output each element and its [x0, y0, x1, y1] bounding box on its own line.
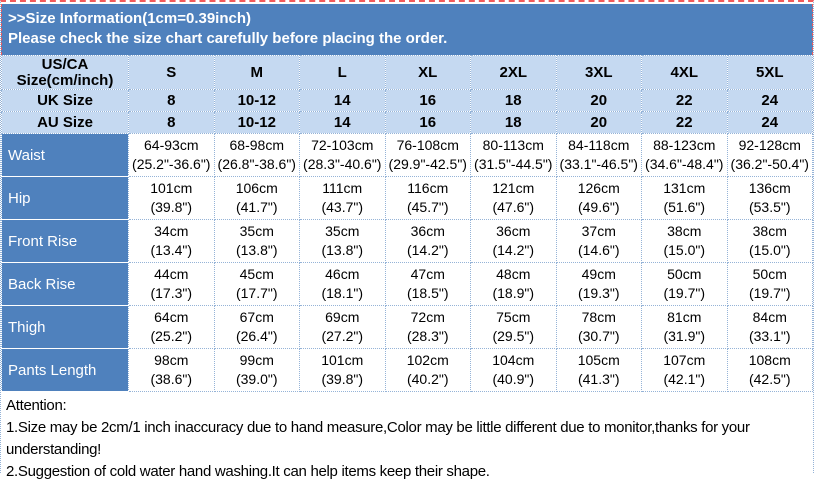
- back-rise-row: [2, 263, 813, 306]
- cell-inch-value: (41.3"): [577, 371, 620, 387]
- cell-cm-value: 136cm: [748, 180, 791, 196]
- table-cell: [556, 263, 642, 306]
- hip-label: Hip: [2, 177, 129, 220]
- cell-inch-value: (31.5"-44.5"): [474, 156, 553, 172]
- cell-cm-value: 36cm: [410, 223, 445, 239]
- table-cell: [471, 349, 557, 392]
- cell-inch-value: (45.7"): [406, 199, 449, 215]
- size-column-header-2xl: 2XL: [471, 56, 557, 90]
- cell-inch-value: (15.0"): [748, 242, 791, 258]
- cell-cm-value: 101cm: [321, 352, 364, 368]
- table-cell: [727, 306, 813, 349]
- table-cell: [129, 349, 215, 392]
- size-table: [1, 55, 813, 392]
- table-cell: [385, 306, 471, 349]
- table-cell: [129, 306, 215, 349]
- size-column-header-m: M: [214, 56, 300, 90]
- table-cell: [471, 306, 557, 349]
- cell-cm-value: 101cm: [150, 180, 193, 196]
- cell-cm-value: 99cm: [239, 352, 274, 368]
- cell-cm-value: 47cm: [410, 266, 445, 282]
- cell-inch-value: (17.3"): [150, 285, 193, 301]
- cell-cm-value: 64-93cm: [144, 137, 199, 153]
- cell-cm-value: 102cm: [406, 352, 449, 368]
- table-cell: [471, 177, 557, 220]
- cell-cm-value: 106cm: [235, 180, 278, 196]
- cell-cm-value: 84cm: [752, 309, 787, 325]
- cell-inch-value: (18.9"): [492, 285, 535, 301]
- attention-note-1: 1.Size may be 2cm/1 inch inaccuracy due to hand measure,Color may be little different due to monitor,thanks for your understanding!: [6, 419, 750, 458]
- attention-note-2: 2.Suggestion of cold water hand washing.It can help items keep their shape.: [6, 463, 490, 480]
- cell-cm-value: 111cm: [322, 180, 363, 196]
- cell-cm-value: 105cm: [577, 352, 620, 368]
- table-cell: [385, 263, 471, 306]
- cell-inch-value: (28.3"): [406, 328, 449, 344]
- back-rise-label: Back Rise: [2, 263, 129, 306]
- size-column-header-3xl: 3XL: [556, 56, 642, 90]
- table-cell: [385, 134, 471, 177]
- cell-inch-value: (40.2"): [406, 371, 449, 387]
- cell-cm-value: 98cm: [154, 352, 189, 368]
- cell-cm-value: 80-113cm: [482, 137, 544, 153]
- waist-label: Waist: [2, 134, 129, 177]
- table-cell: 16: [385, 90, 471, 112]
- table-cell: [214, 177, 300, 220]
- cell-cm-value: 116cm: [407, 180, 449, 196]
- cell-cm-value: 34cm: [154, 223, 189, 239]
- table-cell: [556, 220, 642, 263]
- cell-cm-value: 46cm: [325, 266, 360, 282]
- cell-inch-value: (26.4"): [235, 328, 278, 344]
- table-cell: [727, 220, 813, 263]
- table-cell: 10-12: [214, 90, 300, 112]
- table-cell: 22: [642, 112, 728, 134]
- table-cell: 10-12: [214, 112, 300, 134]
- table-cell: [642, 263, 728, 306]
- table-cell: [642, 134, 728, 177]
- cell-cm-value: 126cm: [577, 180, 620, 196]
- cell-inch-value: (14.2"): [492, 242, 535, 258]
- cell-cm-value: 68-98cm: [229, 137, 284, 153]
- cell-cm-value: 78cm: [581, 309, 616, 325]
- cell-inch-value: (33.1"-46.5"): [559, 156, 638, 172]
- banner-subtitle: Please check the size chart carefully before placing the order.: [8, 30, 448, 47]
- cell-inch-value: (15.0"): [663, 242, 706, 258]
- table-cell: [129, 134, 215, 177]
- cell-inch-value: (39.8"): [321, 371, 364, 387]
- cell-cm-value: 38cm: [667, 223, 702, 239]
- table-cell: [642, 177, 728, 220]
- banner-title: >>Size Information(1cm=0.39inch): [8, 10, 251, 27]
- table-cell: 24: [727, 112, 813, 134]
- table-cell: [129, 220, 215, 263]
- cell-cm-value: 76-108cm: [396, 137, 459, 153]
- table-cell: [300, 177, 386, 220]
- size-column-header-4xl: 4XL: [642, 56, 728, 90]
- waist-row: [2, 134, 813, 177]
- table-cell: 24: [727, 90, 813, 112]
- cell-cm-value: 84-118cm: [568, 137, 630, 153]
- table-cell: [129, 177, 215, 220]
- cell-inch-value: (25.2"): [150, 328, 193, 344]
- thigh-row: [2, 306, 813, 349]
- cell-inch-value: (17.7"): [235, 285, 278, 301]
- table-cell: 14: [300, 90, 386, 112]
- cell-cm-value: 35cm: [239, 223, 274, 239]
- au-size-label: AU Size: [2, 112, 129, 134]
- table-cell: [214, 263, 300, 306]
- cell-inch-value: (25.2"-36.6"): [132, 156, 211, 172]
- cell-cm-value: 44cm: [154, 266, 189, 282]
- cell-inch-value: (42.5"): [748, 371, 791, 387]
- cell-inch-value: (38.6"): [150, 371, 193, 387]
- cell-cm-value: 121cm: [492, 180, 535, 196]
- cell-inch-value: (29.5"): [492, 328, 535, 344]
- cell-inch-value: (19.3"): [577, 285, 620, 301]
- cell-cm-value: 64cm: [154, 309, 189, 325]
- cell-inch-value: (34.6"-48.4"): [645, 156, 724, 172]
- cell-inch-value: (30.7"): [577, 328, 620, 344]
- cell-cm-value: 37cm: [581, 223, 616, 239]
- au-size-row: [2, 112, 813, 134]
- cell-cm-value: 69cm: [325, 309, 360, 325]
- cell-cm-value: 67cm: [239, 309, 274, 325]
- cell-cm-value: 88-123cm: [653, 137, 716, 153]
- table-cell: [385, 177, 471, 220]
- table-cell: 22: [642, 90, 728, 112]
- cell-inch-value: (33.1"): [748, 328, 791, 344]
- cell-cm-value: 72-103cm: [311, 137, 374, 153]
- cell-cm-value: 36cm: [496, 223, 531, 239]
- table-cell: [727, 263, 813, 306]
- cell-cm-value: 72cm: [410, 309, 445, 325]
- table-cell: [385, 349, 471, 392]
- table-cell: [214, 134, 300, 177]
- attention-title: Attention:: [6, 397, 67, 414]
- cell-inch-value: (13.8"): [235, 242, 278, 258]
- table-cell: 20: [556, 90, 642, 112]
- cell-cm-value: 49cm: [581, 266, 616, 282]
- table-cell: [300, 134, 386, 177]
- cell-inch-value: (13.4"): [150, 242, 193, 258]
- cell-inch-value: (40.9"): [492, 371, 535, 387]
- cell-inch-value: (39.8"): [150, 199, 193, 215]
- table-cell: [300, 349, 386, 392]
- table-cell: [556, 349, 642, 392]
- cell-inch-value: (43.7"): [321, 199, 364, 215]
- cell-cm-value: 38cm: [752, 223, 787, 239]
- uk-size-label: UK Size: [2, 90, 129, 112]
- table-cell: 14: [300, 112, 386, 134]
- cell-cm-value: 104cm: [492, 352, 535, 368]
- size-column-header-5xl: 5XL: [727, 56, 813, 90]
- cell-inch-value: (53.5"): [748, 199, 791, 215]
- table-cell: [385, 220, 471, 263]
- thigh-label: Thigh: [2, 306, 129, 349]
- front-rise-row: [2, 220, 813, 263]
- cell-inch-value: (13.8"): [321, 242, 364, 258]
- table-cell: [214, 306, 300, 349]
- table-cell: [214, 220, 300, 263]
- cell-inch-value: (18.1"): [321, 285, 364, 301]
- cell-inch-value: (27.2"): [321, 328, 364, 344]
- cell-cm-value: 35cm: [325, 223, 360, 239]
- hip-row: [2, 177, 813, 220]
- table-cell: 18: [471, 90, 557, 112]
- table-cell: 18: [471, 112, 557, 134]
- table-cell: 8: [129, 90, 215, 112]
- front-rise-label: Front Rise: [2, 220, 129, 263]
- table-cell: [300, 220, 386, 263]
- cell-inch-value: (42.1"): [663, 371, 706, 387]
- cell-cm-value: 50cm: [752, 266, 787, 282]
- cell-cm-value: 50cm: [667, 266, 702, 282]
- cell-cm-value: 48cm: [496, 266, 531, 282]
- table-cell: 8: [129, 112, 215, 134]
- cell-inch-value: (26.8"-38.6"): [217, 156, 296, 172]
- table-cell: [471, 220, 557, 263]
- cell-inch-value: (51.6"): [663, 199, 706, 215]
- pants-length-row: [2, 349, 813, 392]
- uk-size-row: [2, 90, 813, 112]
- cell-inch-value: (14.6"): [577, 242, 620, 258]
- size-table-body: [2, 56, 813, 392]
- table-cell: [300, 306, 386, 349]
- cell-inch-value: (31.9"): [663, 328, 706, 344]
- cell-inch-value: (14.2"): [406, 242, 449, 258]
- table-cell: [642, 306, 728, 349]
- table-cell: 20: [556, 112, 642, 134]
- table-cell: [471, 263, 557, 306]
- table-cell: [556, 134, 642, 177]
- corner-header-cell: US/CA Size(cm/inch): [2, 56, 129, 90]
- cell-cm-value: 107cm: [663, 352, 706, 368]
- cell-cm-value: 81cm: [667, 309, 702, 325]
- cell-inch-value: (28.3"-40.6"): [303, 156, 382, 172]
- table-cell: [642, 220, 728, 263]
- table-cell: [129, 263, 215, 306]
- table-cell: [556, 306, 642, 349]
- cell-inch-value: (29.9"-42.5"): [388, 156, 467, 172]
- cell-inch-value: (19.7"): [663, 285, 706, 301]
- cell-inch-value: (18.5"): [406, 285, 449, 301]
- size-column-header-s: S: [129, 56, 215, 90]
- table-header-row: [2, 56, 813, 90]
- cell-inch-value: (19.7"): [748, 285, 791, 301]
- attention-section: [1, 392, 813, 486]
- table-cell: [214, 349, 300, 392]
- table-cell: [471, 134, 557, 177]
- table-cell: [727, 134, 813, 177]
- table-cell: [300, 263, 386, 306]
- table-cell: [642, 349, 728, 392]
- table-cell: [727, 349, 813, 392]
- cell-inch-value: (41.7"): [235, 199, 278, 215]
- size-info-banner: [1, 4, 813, 55]
- table-cell: [727, 177, 813, 220]
- cell-cm-value: 131cm: [663, 180, 706, 196]
- cell-inch-value: (39.0"): [235, 371, 278, 387]
- cell-inch-value: (47.6"): [492, 199, 535, 215]
- table-cell: [556, 177, 642, 220]
- size-column-header-xl: XL: [385, 56, 471, 90]
- cell-inch-value: (36.2"-50.4"): [730, 156, 809, 172]
- table-cell: 16: [385, 112, 471, 134]
- cell-cm-value: 45cm: [239, 266, 274, 282]
- cell-inch-value: (49.6"): [577, 199, 620, 215]
- cell-cm-value: 108cm: [748, 352, 791, 368]
- size-column-header-l: L: [300, 56, 386, 90]
- pants-length-label: Pants Length: [2, 349, 129, 392]
- cell-cm-value: 92-128cm: [738, 137, 801, 153]
- cell-cm-value: 75cm: [496, 309, 531, 325]
